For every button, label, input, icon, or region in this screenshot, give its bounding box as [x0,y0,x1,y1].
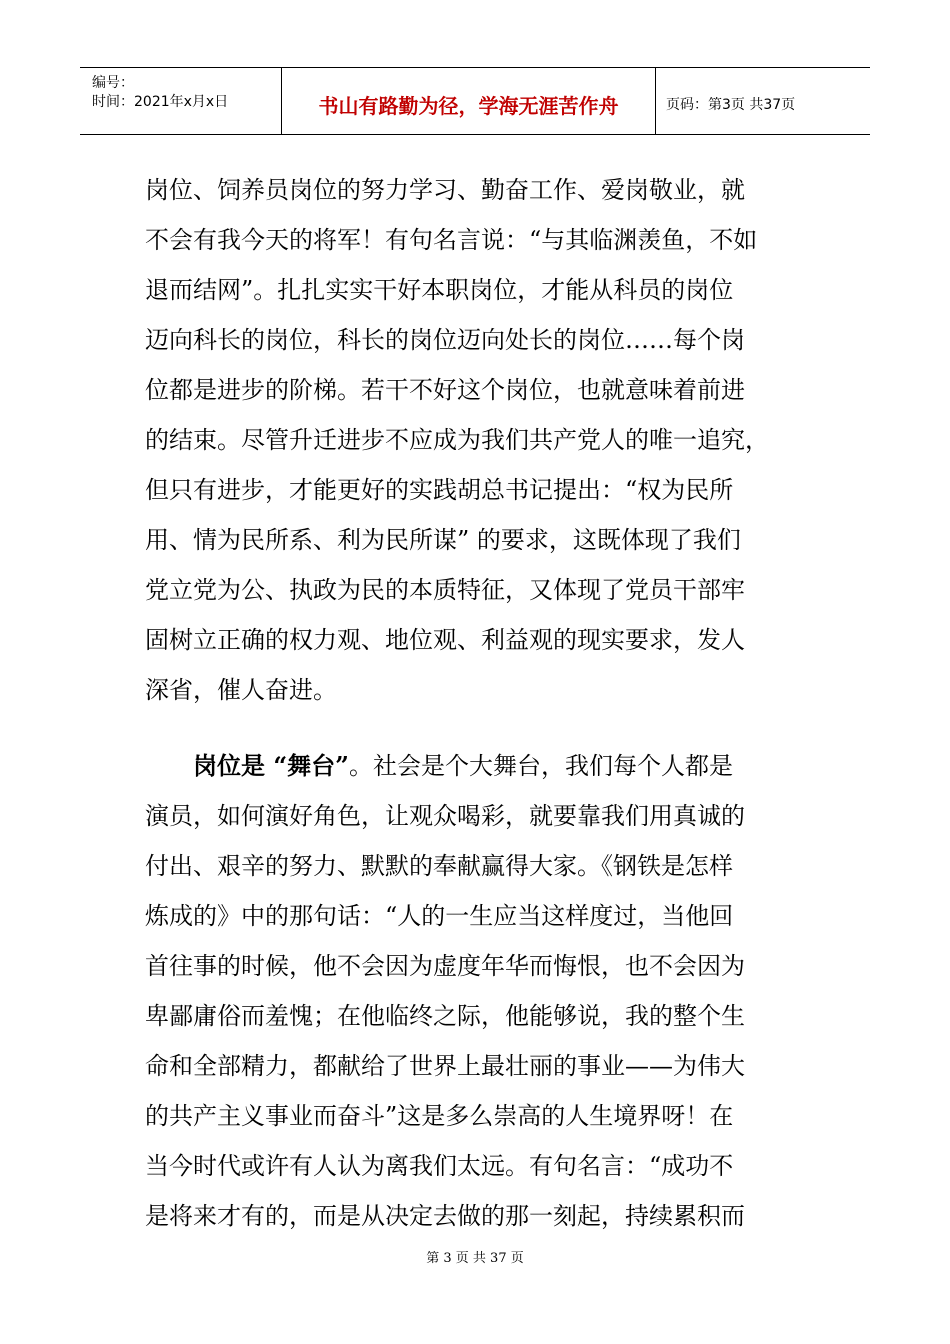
text-line [145,741,805,791]
text-line: 迈向科长的岗位，科长的岗位迈向处长的岗位……每个岗 [145,326,745,354]
text-line: 不会有我今天的将军！有句名言说：“与其临渊羡鱼，不如 [145,226,758,254]
text-line: 固树立正确的权力观、地位观、利益观的现实要求，发人 [145,626,745,654]
text-line: 位都是进步的阶梯。若干不好这个岗位，也就意味着前进 [145,376,745,404]
heading-line-rest: 。社会是个大舞台，我们每个人都是 [348,752,733,780]
text-line: 首往事的时候，他不会因为虚度年华而悔恨，也不会因为 [145,952,745,980]
time-label: 时间：2021年x月x日 [92,94,229,110]
number-label: 编号： [92,75,134,91]
header-page-info: 页码：第3页 共37页 [666,97,796,113]
text-line: 的共产主义事业而奋斗”这是多么崇高的人生境界呀！在 [145,1102,734,1130]
text-line: 炼成的》中的那句话：“人的一生应当这样度过，当他回 [145,902,734,930]
text-line: 退而结网”。扎扎实实干好本职岗位，才能从科员的岗位 [145,276,734,304]
paragraph-gap [145,715,805,741]
text-line: 用、情为民所系、利为民所谋” 的要求，这既体现了我们 [145,526,741,554]
text-line: 是将来才有的，而是从决定去做的那一刻起，持续累积而 [145,1202,745,1230]
text-line: 的结束。尽管升迁进步不应成为我们共产党人的唯一追究， [145,426,769,454]
header-meta [80,68,282,134]
text-line: 党立党为公、执政为民的本质特征，又体现了党员干部牢 [145,576,745,604]
page-footer: 第 3 页 共 37 页 [426,1251,524,1266]
text-line: 卑鄙庸俗而羞愧；在他临终之际，他能够说，我的整个生 [145,1002,745,1030]
text-line: 命和全部精力，都献给了世界上最壮丽的事业——为伟大 [145,1052,745,1080]
page-header [80,67,870,135]
text-line: 演员，如何演好角色，让观众喝彩，就要靠我们用真诚的 [145,802,745,830]
text-line: 岗位、饲养员岗位的努力学习、勤奋工作、爱岗敬业，就 [145,176,745,204]
text-line: 但只有进步，才能更好的实践胡总书记提出：“权为民所 [145,476,734,504]
text-line: 当今时代或许有人认为离我们太远。有句名言：“成功不 [145,1152,734,1180]
text-line: 深省，催人奋进。 [145,676,337,704]
header-motto: 书山有路勤为径，学海无涯苦作舟 [282,68,656,134]
paragraph-heading: 岗位是 “舞台” [193,751,349,780]
document-body [145,165,805,1241]
paragraph-1 [145,165,805,715]
paragraph-2 [145,741,805,1241]
text-line: 付出、艰辛的努力、默默的奉献赢得大家。《钢铁是怎样 [145,852,733,880]
